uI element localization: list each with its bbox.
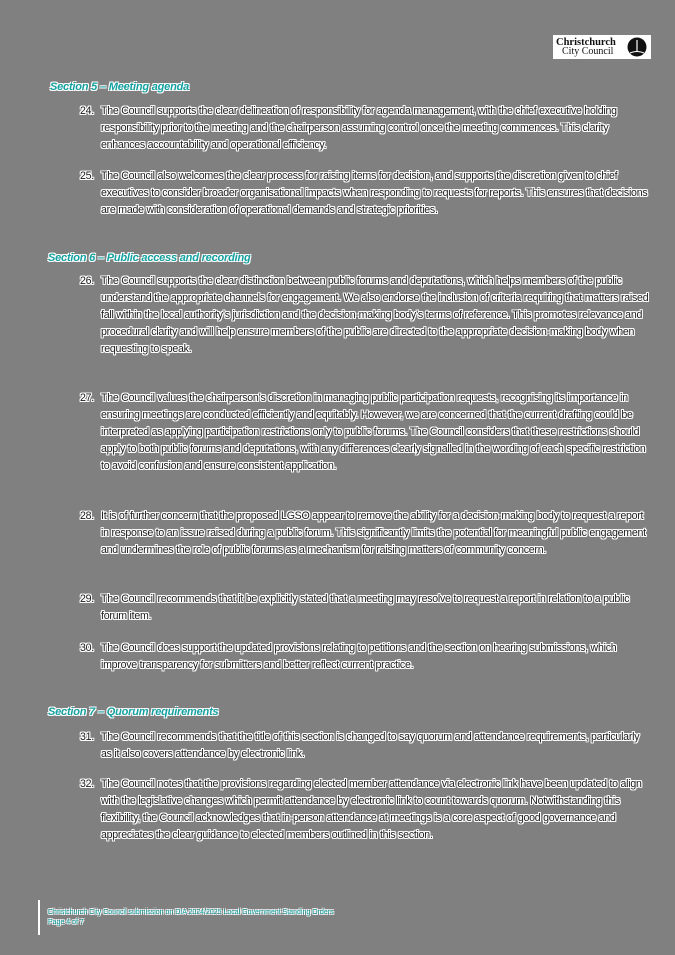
paragraph-text: The Council recommends that it be explicitly stated that a meeting may resolve to request a report in relation to a public forum item. (101, 593, 630, 622)
paragraph-number: 28. (80, 510, 94, 522)
paragraph-text: The Council notes that the provisions regarding elected member attendance via electronic link have been updated to align with the legislative changes which permit attendance by electronic link to count towards quorum. Notwithstanding this flexibility, the Council acknowledges that in-person attendance at meetings is a core aspect of good governance and appreciates the clear guidance to elected members outlined in this section. (101, 778, 642, 841)
paragraph-32 (80, 776, 650, 844)
paragraph-number: 24. (80, 105, 94, 117)
page-footer (38, 900, 334, 935)
paragraph-28 (80, 508, 650, 559)
logo-line-1: Christchurch (556, 37, 616, 48)
cathedral-emblem-icon (627, 37, 647, 57)
paragraph-text: The Council supports the clear distinction between public forums and deputations, which helps members of the public understand the appropriate channels for engagement. We also endorse the inclusion of criteria requiring that matters raised fall within the local authority’s jurisdiction and the decision-making body’s terms of reference. This promotes relevance and procedural clarity and will help ensure members of the public are directed to the appropriate decision-making body when requesting to speak. (101, 275, 649, 355)
paragraph-number: 29. (80, 593, 94, 605)
paragraph-29 (80, 591, 650, 625)
section-7-heading: Section 7 – Quorum requirements (48, 706, 219, 718)
paragraph-number: 31. (80, 731, 94, 743)
logo-line-2: City Council (562, 46, 614, 57)
council-logo (553, 35, 651, 59)
paragraph-text: The Council values the chairperson’s discretion in managing public participation requests, recognising its importance in ensuring meetings are conducted efficiently and equitably. However, we are concerned that the current drafting could be interpreted as applying participation restrictions only to public forums. The Council considers that these restrictions should apply to both public forums and deputations, with any differences clearly signalled in the wording of each specific restriction to avoid confusion and ensure consistent application. (101, 392, 646, 472)
paragraph-number: 32. (80, 778, 94, 790)
paragraph-26 (80, 273, 650, 358)
paragraph-number: 27. (80, 392, 94, 404)
paragraph-text: It is of further concern that the proposed LGSO appear to remove the ability for a decision-making body to request a report in response to an issue raised during a public forum. This significantly limits the potential for meaningful public engagement and undermines the role of public forums as a mechanism for raising matters of community concern. (101, 510, 646, 556)
paragraph-25 (80, 168, 650, 219)
paragraph-24 (80, 103, 650, 154)
paragraph-31 (80, 729, 650, 763)
paragraph-number: 25. (80, 170, 94, 182)
section-5-heading: Section 5 – Meeting agenda (50, 81, 190, 93)
paragraph-number: 26. (80, 275, 94, 287)
paragraph-text: The Council does support the updated provisions relating to petitions and the section on hearing submissions, which improve transparency for submitters and better reflect current practice. (101, 642, 617, 671)
paragraph-text: The Council supports the clear delineation of responsibility for agenda management, with the chief executive holding responsibility prior to the meeting and the chairperson assuming control once the meeting commences. This clarity enhances accountability and operational efficiency. (101, 105, 617, 151)
section-6-heading: Section 6 – Public access and recording (48, 252, 251, 264)
logo-wordmark (556, 38, 616, 56)
paragraph-number: 30. (80, 642, 94, 654)
footer-title: Christchurch City Council submission on DIA 2024/2025 Local Government Standing Orders (48, 909, 334, 916)
paragraph-text: The Council recommends that the title of this section is changed to say quorum and attendance requirements, particularly as it also covers attendance by electronic link. (101, 731, 640, 760)
paragraph-30 (80, 640, 650, 674)
paragraph-text: The Council also welcomes the clear process for raising items for decision, and supports the discretion given to chief executives to consider broader organisational impacts when responding to requests for reports. This ensures that decisions are made with consideration of operational demands and strategic priorities. (101, 170, 648, 216)
footer-page-number: Page 4 of 7 (48, 919, 84, 926)
paragraph-27 (80, 390, 650, 475)
